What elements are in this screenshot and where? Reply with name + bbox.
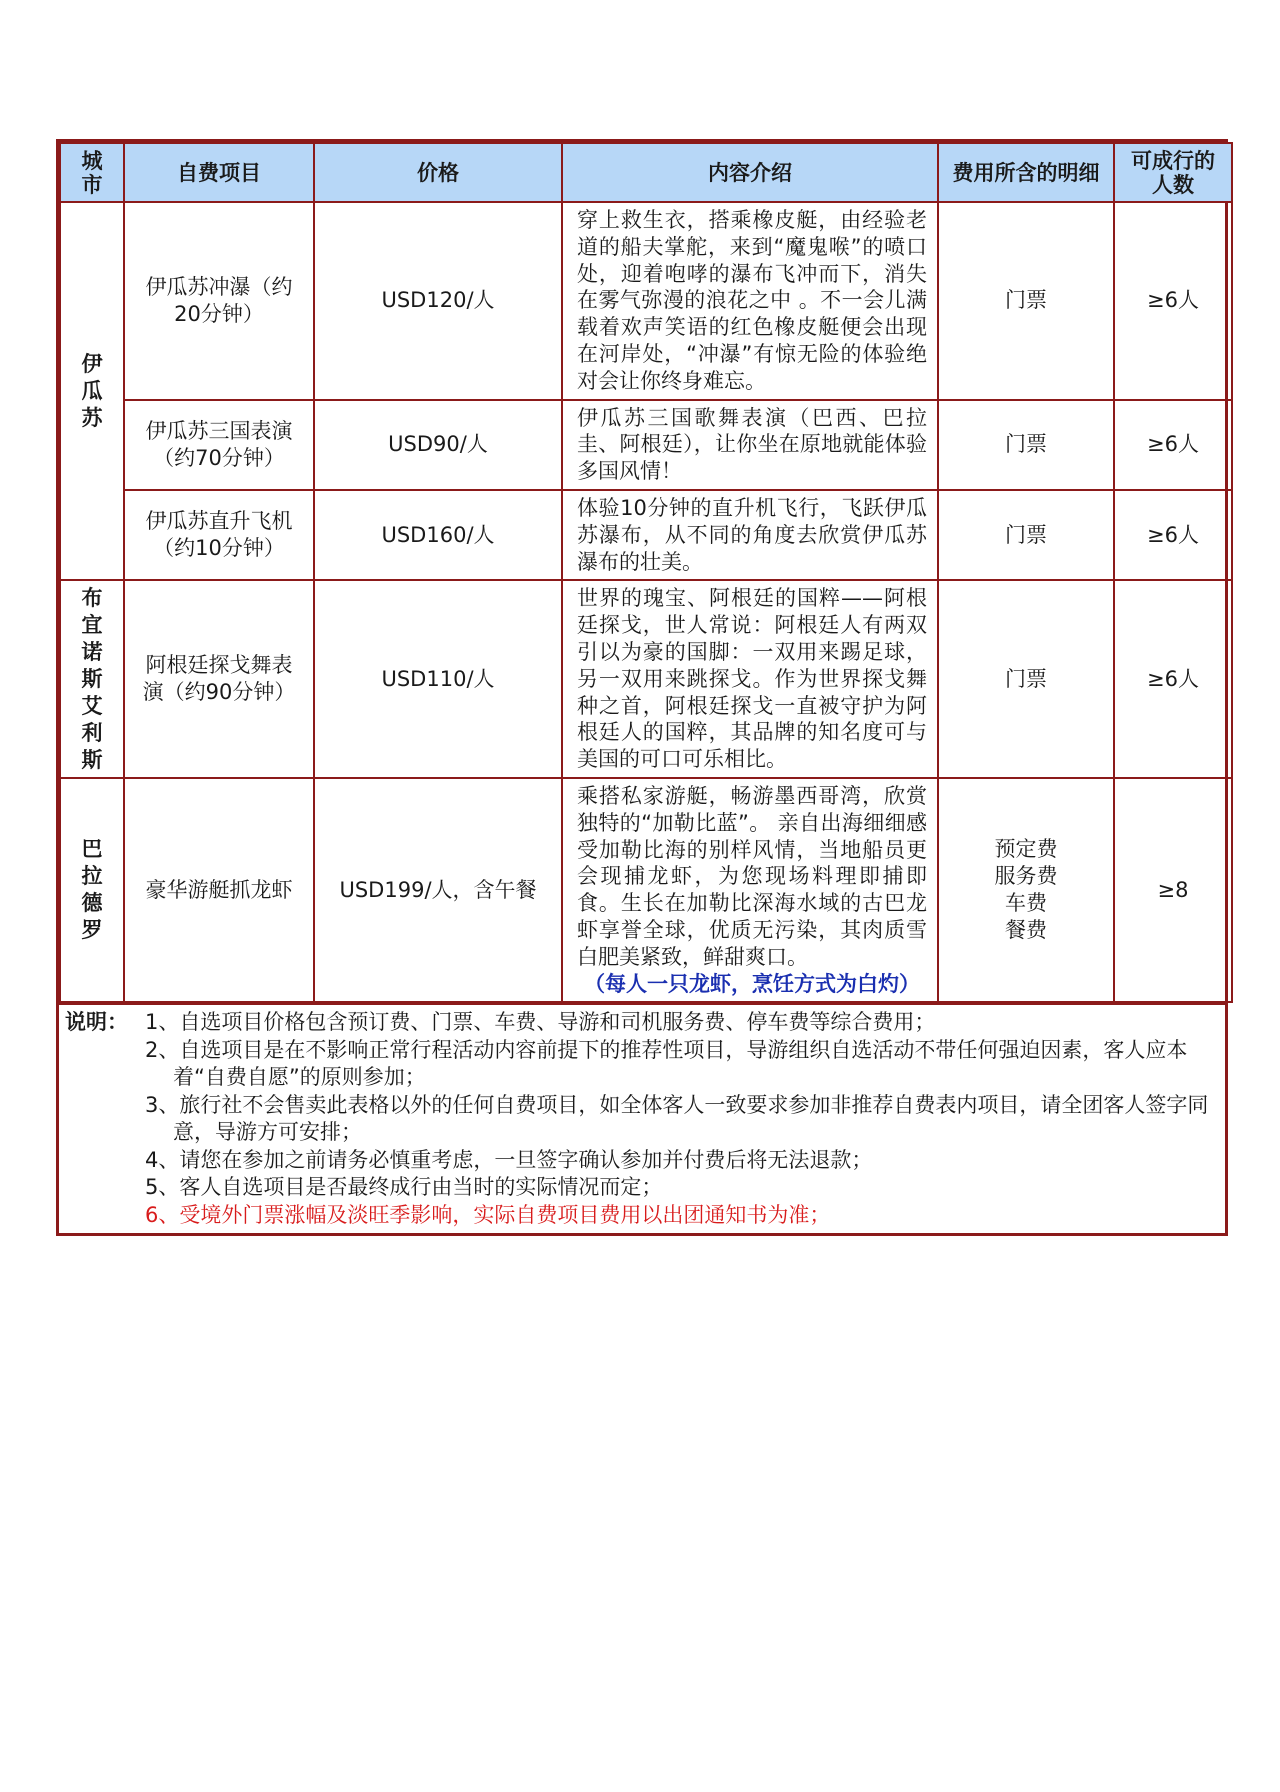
header-city: 城 市 xyxy=(60,143,124,202)
table-row xyxy=(60,400,1232,490)
self-pay-items-table xyxy=(59,142,1233,1003)
fee-detail: 预定费 服务费 车费 餐费 xyxy=(938,778,1114,1002)
note-item: 1、自选项目价格包含预订费、门票、车费、导游和司机服务费、停车费等综合费用； xyxy=(145,1010,936,1035)
fee-detail: 门票 xyxy=(938,490,1114,580)
table-row xyxy=(60,580,1232,778)
project-name: 伊瓜苏冲瀑（约20分钟） xyxy=(124,202,314,400)
table-row xyxy=(60,202,1232,400)
intro-text: 乘搭私家游艇，畅游墨西哥湾，欣赏独特的“加勒比蓝”。 亲自出海细细感受加勒比海的别样风情，当地船员更会现捕龙虾，为您现场料理即捕即食。生长在加勒比深海水域的古巴龙虾享誉全球，优质无污染，其肉质雪白肥美紧致，鲜甜爽口。 （每人一只龙虾，烹饪方式为白灼） xyxy=(562,778,938,1002)
min-people: ≥6人 xyxy=(1114,580,1232,778)
project-name: 豪华游艇抓龙虾 xyxy=(124,778,314,1002)
table-row xyxy=(60,490,1232,580)
header-min-people: 可成行的人数 xyxy=(1114,143,1232,202)
header-intro: 内容介绍 xyxy=(562,143,938,202)
self-pay-table-container xyxy=(56,139,1228,1236)
note-item: 2、自选项目是在不影响正常行程活动内容前提下的推荐性项目，导游组织自选活动不带任何强迫因素，客人应本着“自费自愿”的原则参加； xyxy=(145,1037,1188,1090)
table-row xyxy=(60,778,1232,1002)
header-price: 价格 xyxy=(314,143,562,202)
min-people: ≥6人 xyxy=(1114,490,1232,580)
price-value: USD120/人 xyxy=(314,202,562,400)
min-people: ≥6人 xyxy=(1114,202,1232,400)
intro-text: 伊瓜苏三国歌舞表演（巴西、巴拉圭、阿根廷），让你坐在原地就能体验多国风情！ xyxy=(562,400,938,490)
city-cell-varadero: 巴 拉 德 罗 xyxy=(60,778,124,1002)
city-cell-iguazu: 伊 瓜 苏 xyxy=(60,202,124,580)
min-people: ≥6人 xyxy=(1114,400,1232,490)
project-name: 伊瓜苏三国表演（约70分钟） xyxy=(124,400,314,490)
project-name: 伊瓜苏直升飞机（约10分钟） xyxy=(124,490,314,580)
fee-detail: 门票 xyxy=(938,580,1114,778)
fee-detail: 门票 xyxy=(938,202,1114,400)
notes-section xyxy=(59,1003,1225,1233)
city-cell-buenos-aires: 布 宜 诺 斯 艾 利 斯 xyxy=(60,580,124,778)
notes-label: 说明： xyxy=(65,1010,128,1035)
note-item-highlight: 6、受境外门票涨幅及淡旺季影响，实际自费项目费用以出团通知书为准； xyxy=(145,1202,831,1227)
price-value: USD199/人，含午餐 xyxy=(314,778,562,1002)
min-people: ≥8 xyxy=(1114,778,1232,1002)
price-value: USD90/人 xyxy=(314,400,562,490)
price-value: USD160/人 xyxy=(314,490,562,580)
intro-text: 体验10分钟的直升机飞行，飞跃伊瓜苏瀑布，从不同的角度去欣赏伊瓜苏瀑布的壮美。 xyxy=(562,490,938,580)
project-name: 阿根廷探戈舞表演（约90分钟） xyxy=(124,580,314,778)
header-fee-detail: 费用所含的明细 xyxy=(938,143,1114,202)
note-item: 3、旅行社不会售卖此表格以外的任何自费项目，如全体客人一致要求参加非推荐自费表内项目，请全团客人签字同意，导游方可安排； xyxy=(145,1092,1209,1145)
note-item: 4、请您在参加之前请务必慎重考虑，一旦签字确认参加并付费后将无法退款； xyxy=(145,1147,873,1172)
header-project: 自费项目 xyxy=(124,143,314,202)
price-value: USD110/人 xyxy=(314,580,562,778)
note-item: 5、客人自选项目是否最终成行由当时的实际情况而定； xyxy=(145,1175,663,1200)
fee-detail: 门票 xyxy=(938,400,1114,490)
intro-note: （每人一只龙虾，烹饪方式为白灼） xyxy=(584,971,920,996)
table-header-row xyxy=(60,143,1232,202)
intro-text: 世界的瑰宝、阿根廷的国粹——阿根廷探戈，世人常说：阿根廷人有两双引以为豪的国脚：一双用来踢足球，另一双用来跳探戈。作为世界探戈舞种之首，阿根廷探戈一直被守护为阿根廷人的国粹，其品牌的知名度可与美国的可口可乐相比。 xyxy=(562,580,938,778)
intro-text: 穿上救生衣，搭乘橡皮艇，由经验老道的船夫掌舵，来到“魔鬼喉”的喷口处，迎着咆哮的瀑布飞冲而下，消失在雾气弥漫的浪花之中 。不一会儿满载着欢声笑语的红色橡皮艇便会出现在河岸处，“冲瀑”有惊无险的体验绝对会让你终身难忘。 xyxy=(562,202,938,400)
